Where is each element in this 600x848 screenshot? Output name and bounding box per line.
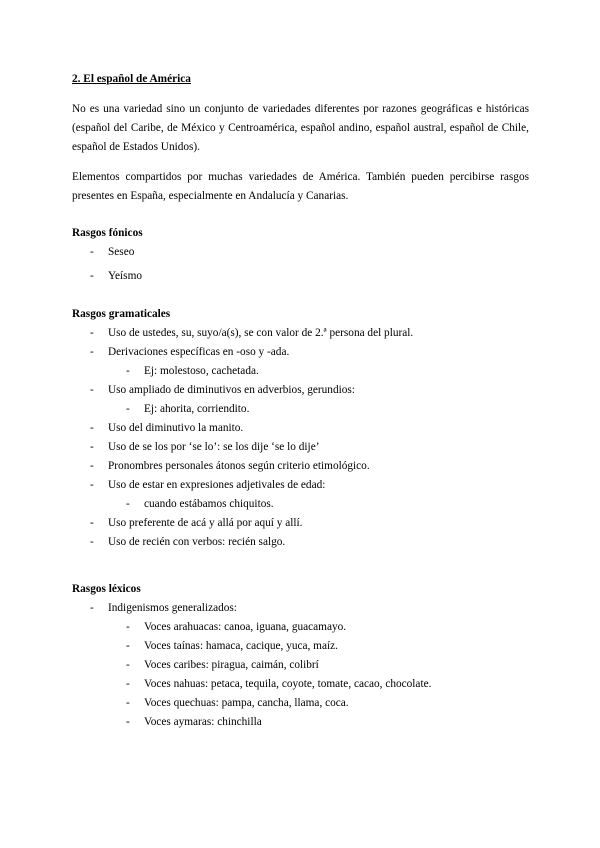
list-item-text: Indigenismos generalizados:	[108, 602, 237, 614]
bullet-dash: -	[90, 384, 94, 396]
bullet-dash: -	[90, 346, 94, 358]
sublist-item-text: Voces nahuas: petaca, tequila, coyote, tomate, cacao, chocolate.	[144, 678, 432, 690]
bullet-dash: -	[126, 498, 130, 510]
list-item-text: Uso de recién con verbos: recién salgo.	[108, 536, 286, 548]
list-item	[72, 243, 529, 262]
list-item	[72, 343, 529, 381]
list-item	[72, 514, 529, 533]
sublist	[108, 495, 529, 514]
bullet-dash: -	[126, 621, 130, 633]
heading-rasgos-lexicos: Rasgos léxicos	[72, 583, 141, 595]
sublist-item	[72, 694, 529, 713]
sublist-item-text: Ej: ahorita, corriendito.	[144, 403, 250, 415]
bullet-dash: -	[126, 640, 130, 652]
sublist-item-text: Voces caribes: piragua, caimán, colibrí	[144, 659, 319, 671]
paragraph-shared-features: Elementos compartidos por muchas variedades de América. También pueden percibirse rasgos presentes en España, especialmente en Andalucía y Canarias.	[72, 171, 529, 202]
sublist-item-text: Voces arahuacas: canoa, iguana, guacamayo.	[144, 621, 347, 633]
sublist-item	[72, 618, 529, 637]
sublist	[108, 362, 529, 381]
bullet-dash: -	[90, 460, 94, 472]
bullet-dash: -	[90, 517, 94, 529]
list-item	[72, 476, 529, 514]
list-item-text: Seseo	[108, 246, 135, 258]
sublist-item-text: Ej: molestoso, cachetada.	[144, 365, 259, 377]
list-item-text: Uso del diminutivo la manito.	[108, 422, 244, 434]
bullet-dash: -	[126, 659, 130, 671]
heading-rasgos-fonicos: Rasgos fónicos	[72, 227, 143, 239]
section-title: 2. El español de América	[72, 73, 191, 85]
list-rasgos-gramaticales	[72, 324, 529, 552]
list-item-text: Uso ampliado de diminutivos en adverbios, gerundios:	[108, 384, 355, 396]
sublist-item	[72, 495, 529, 514]
sublist-item	[72, 656, 529, 675]
list-rasgos-fonicos	[72, 243, 529, 286]
list-item	[72, 267, 529, 286]
bullet-dash: -	[126, 716, 130, 728]
list-item	[72, 599, 529, 732]
bullet-dash: -	[126, 365, 130, 377]
bullet-dash: -	[90, 441, 94, 453]
paragraph-intro: No es una variedad sino un conjunto de variedades diferentes por razones geográficas e históricas (español del Caribe, de México y Centroamérica, español andino, español austral, español de Chile, español de Estados Unidos).	[72, 103, 529, 153]
sublist-item	[72, 637, 529, 656]
sublist-item-text: Voces quechuas: pampa, cancha, llama, coca.	[144, 697, 349, 709]
bullet-dash: -	[90, 602, 94, 614]
bullet-dash: -	[126, 403, 130, 415]
sublist	[108, 618, 529, 732]
list-item-text: Pronombres personales átonos según criterio etimológico.	[108, 460, 370, 472]
sublist-item	[72, 400, 529, 419]
list-item	[72, 324, 529, 343]
heading-rasgos-gramaticales: Rasgos gramaticales	[72, 308, 171, 320]
sublist-item-text: Voces aymaras: chinchilla	[144, 716, 262, 728]
bullet-dash: -	[90, 422, 94, 434]
bullet-dash: -	[90, 536, 94, 548]
list-item-text: Derivaciones específicas en -oso y -ada.	[108, 346, 290, 358]
sublist-item	[72, 713, 529, 732]
bullet-dash: -	[90, 246, 94, 258]
document-content	[72, 70, 529, 732]
list-item	[72, 533, 529, 552]
bullet-dash: -	[90, 479, 94, 491]
list-item	[72, 457, 529, 476]
list-item	[72, 438, 529, 457]
list-item-text: Uso preferente de acá y allá por aquí y allí.	[108, 517, 303, 529]
bullet-dash: -	[126, 678, 130, 690]
sublist	[108, 400, 529, 419]
list-item-text: Uso de ustedes, su, suyo/a(s), se con valor de 2.ª persona del plural.	[108, 327, 414, 339]
sublist-item-text: cuando estábamos chiquitos.	[144, 498, 274, 510]
sublist-item	[72, 675, 529, 694]
list-rasgos-lexicos	[72, 599, 529, 732]
list-item	[72, 381, 529, 419]
list-item-text: Yeísmo	[108, 270, 143, 282]
sublist-item	[72, 362, 529, 381]
bullet-dash: -	[90, 270, 94, 282]
list-item-text: Uso de estar en expresiones adjetivales de edad:	[108, 479, 326, 491]
list-item-text: Uso de se los por ‘se lo’: se los dije ‘se lo dije’	[108, 441, 320, 453]
sublist-item-text: Voces taínas: hamaca, cacique, yuca, maíz.	[144, 640, 338, 652]
list-item	[72, 419, 529, 438]
bullet-dash: -	[126, 697, 130, 709]
bullet-dash: -	[90, 327, 94, 339]
